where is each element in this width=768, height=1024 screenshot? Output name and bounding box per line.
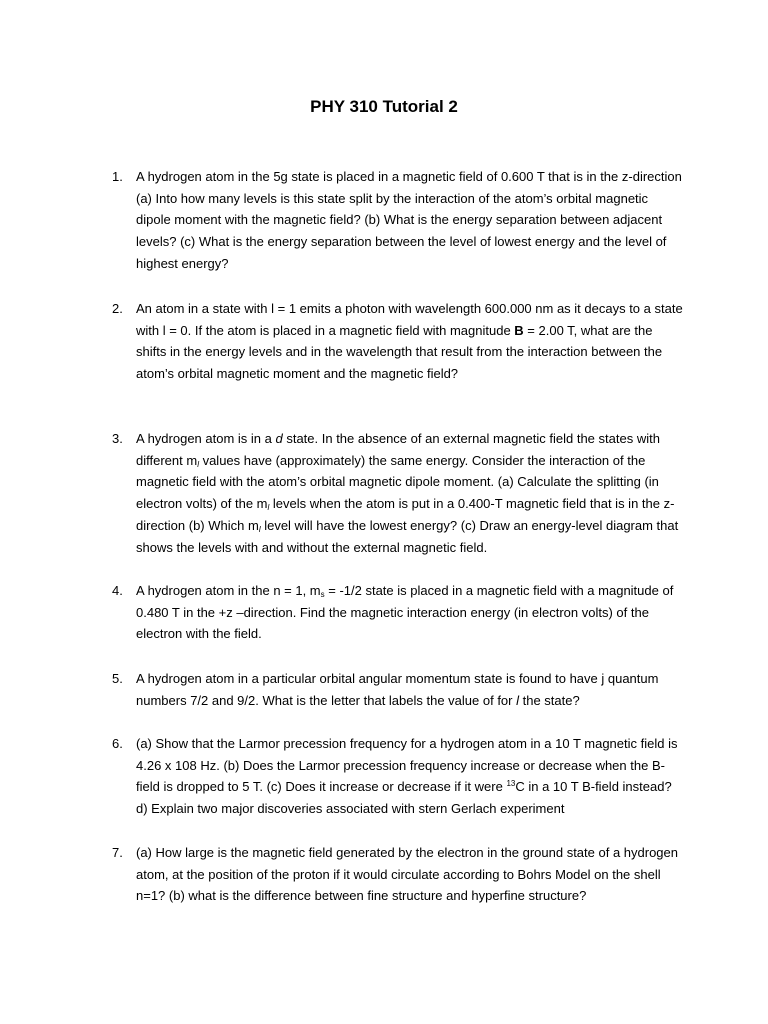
question-text: A hydrogen atom is in a d state. In the absence of an external magnetic field the states with different $m_l$ values have (approximately) the same energy. Consider the interaction of the magnetic field with the atom’s orbital magnetic dipole moment. (a) Calculate the splitting (in electron volts) of the $m_l$ levels when the atom is put in a 0.400-T magnetic field that is in the z-direction (b) Which $m_l$ level will have the lowest energy? (c) Draw an energy-level diagram that shows the levels with and without the external magnetic field.	[136, 431, 679, 555]
question-number: 1.	[112, 169, 123, 184]
question-number: 3.	[112, 431, 123, 446]
question-number: 6.	[112, 736, 123, 751]
question-text: A hydrogen atom in the 5g state is placed in a magnetic field of 0.600 T that is in the z-direction (a) Into how many levels is this state split by the interaction of the atom’s orbital magnetic dipole moment with the magnetic field? (b) What is the energy separation between adjacent levels? (c) What is the energy separation between the level of lowest energy and the level of highest energy?	[136, 169, 682, 271]
question-6	[112, 733, 684, 820]
question-7	[112, 842, 684, 907]
question-number: 2.	[112, 301, 123, 316]
question-2	[112, 298, 684, 385]
question-number: 4.	[112, 583, 123, 598]
question-4	[112, 580, 684, 645]
question-3	[112, 428, 684, 558]
question-text: (a) Show that the Larmor precession frequency for a hydrogen atom in a 10 T magnetic field is 4.26 x 108 Hz. (b) Does the Larmor precession frequency increase or decrease when the B-field is dropped to 5 T. (c) Does it increase or decrease if it were $^{13}$C in a 10 T B-field instead? d) Explain two major discoveries associated with stern Gerlach experiment	[136, 736, 678, 817]
question-number: 5.	[112, 671, 123, 686]
question-1	[112, 166, 684, 275]
magnetic-field-symbol: B	[514, 322, 524, 338]
question-number: 7.	[112, 845, 123, 860]
question-text: (a) How large is the magnetic field generated by the electron in the ground state of a hydrogen atom, at the position of the proton if it would circulate according to Bohrs Model on the shell n=1? (b) what is the difference between fine structure and hyperfine structure?	[136, 845, 678, 904]
question-text: A hydrogen atom in the n = 1, $m_s = -1/2$ state is placed in a magnetic field with a magnitude of 0.480 T in the +z –direction. Find the magnetic interaction energy (in electron volts) of the electron with the field.	[136, 583, 674, 642]
question-5	[112, 668, 684, 711]
question-text: An atom in a state with l = 1 emits a photon with wavelength 600.000 nm as it decays to a state with l = 0. If the atom is placed in a magnetic field with magnitude B = 2.00 T, what are the shifts in the energy levels and in the wavelength that result from the interaction between the atom’s orbital magnetic moment and the magnetic field?	[136, 301, 683, 382]
question-text: A hydrogen atom in a particular orbital angular momentum state is found to have j quantum numbers 7/2 and 9/2. What is the letter that labels the value of for l the state?	[136, 671, 659, 708]
page-title: PHY 310 Tutorial 2	[310, 97, 458, 116]
